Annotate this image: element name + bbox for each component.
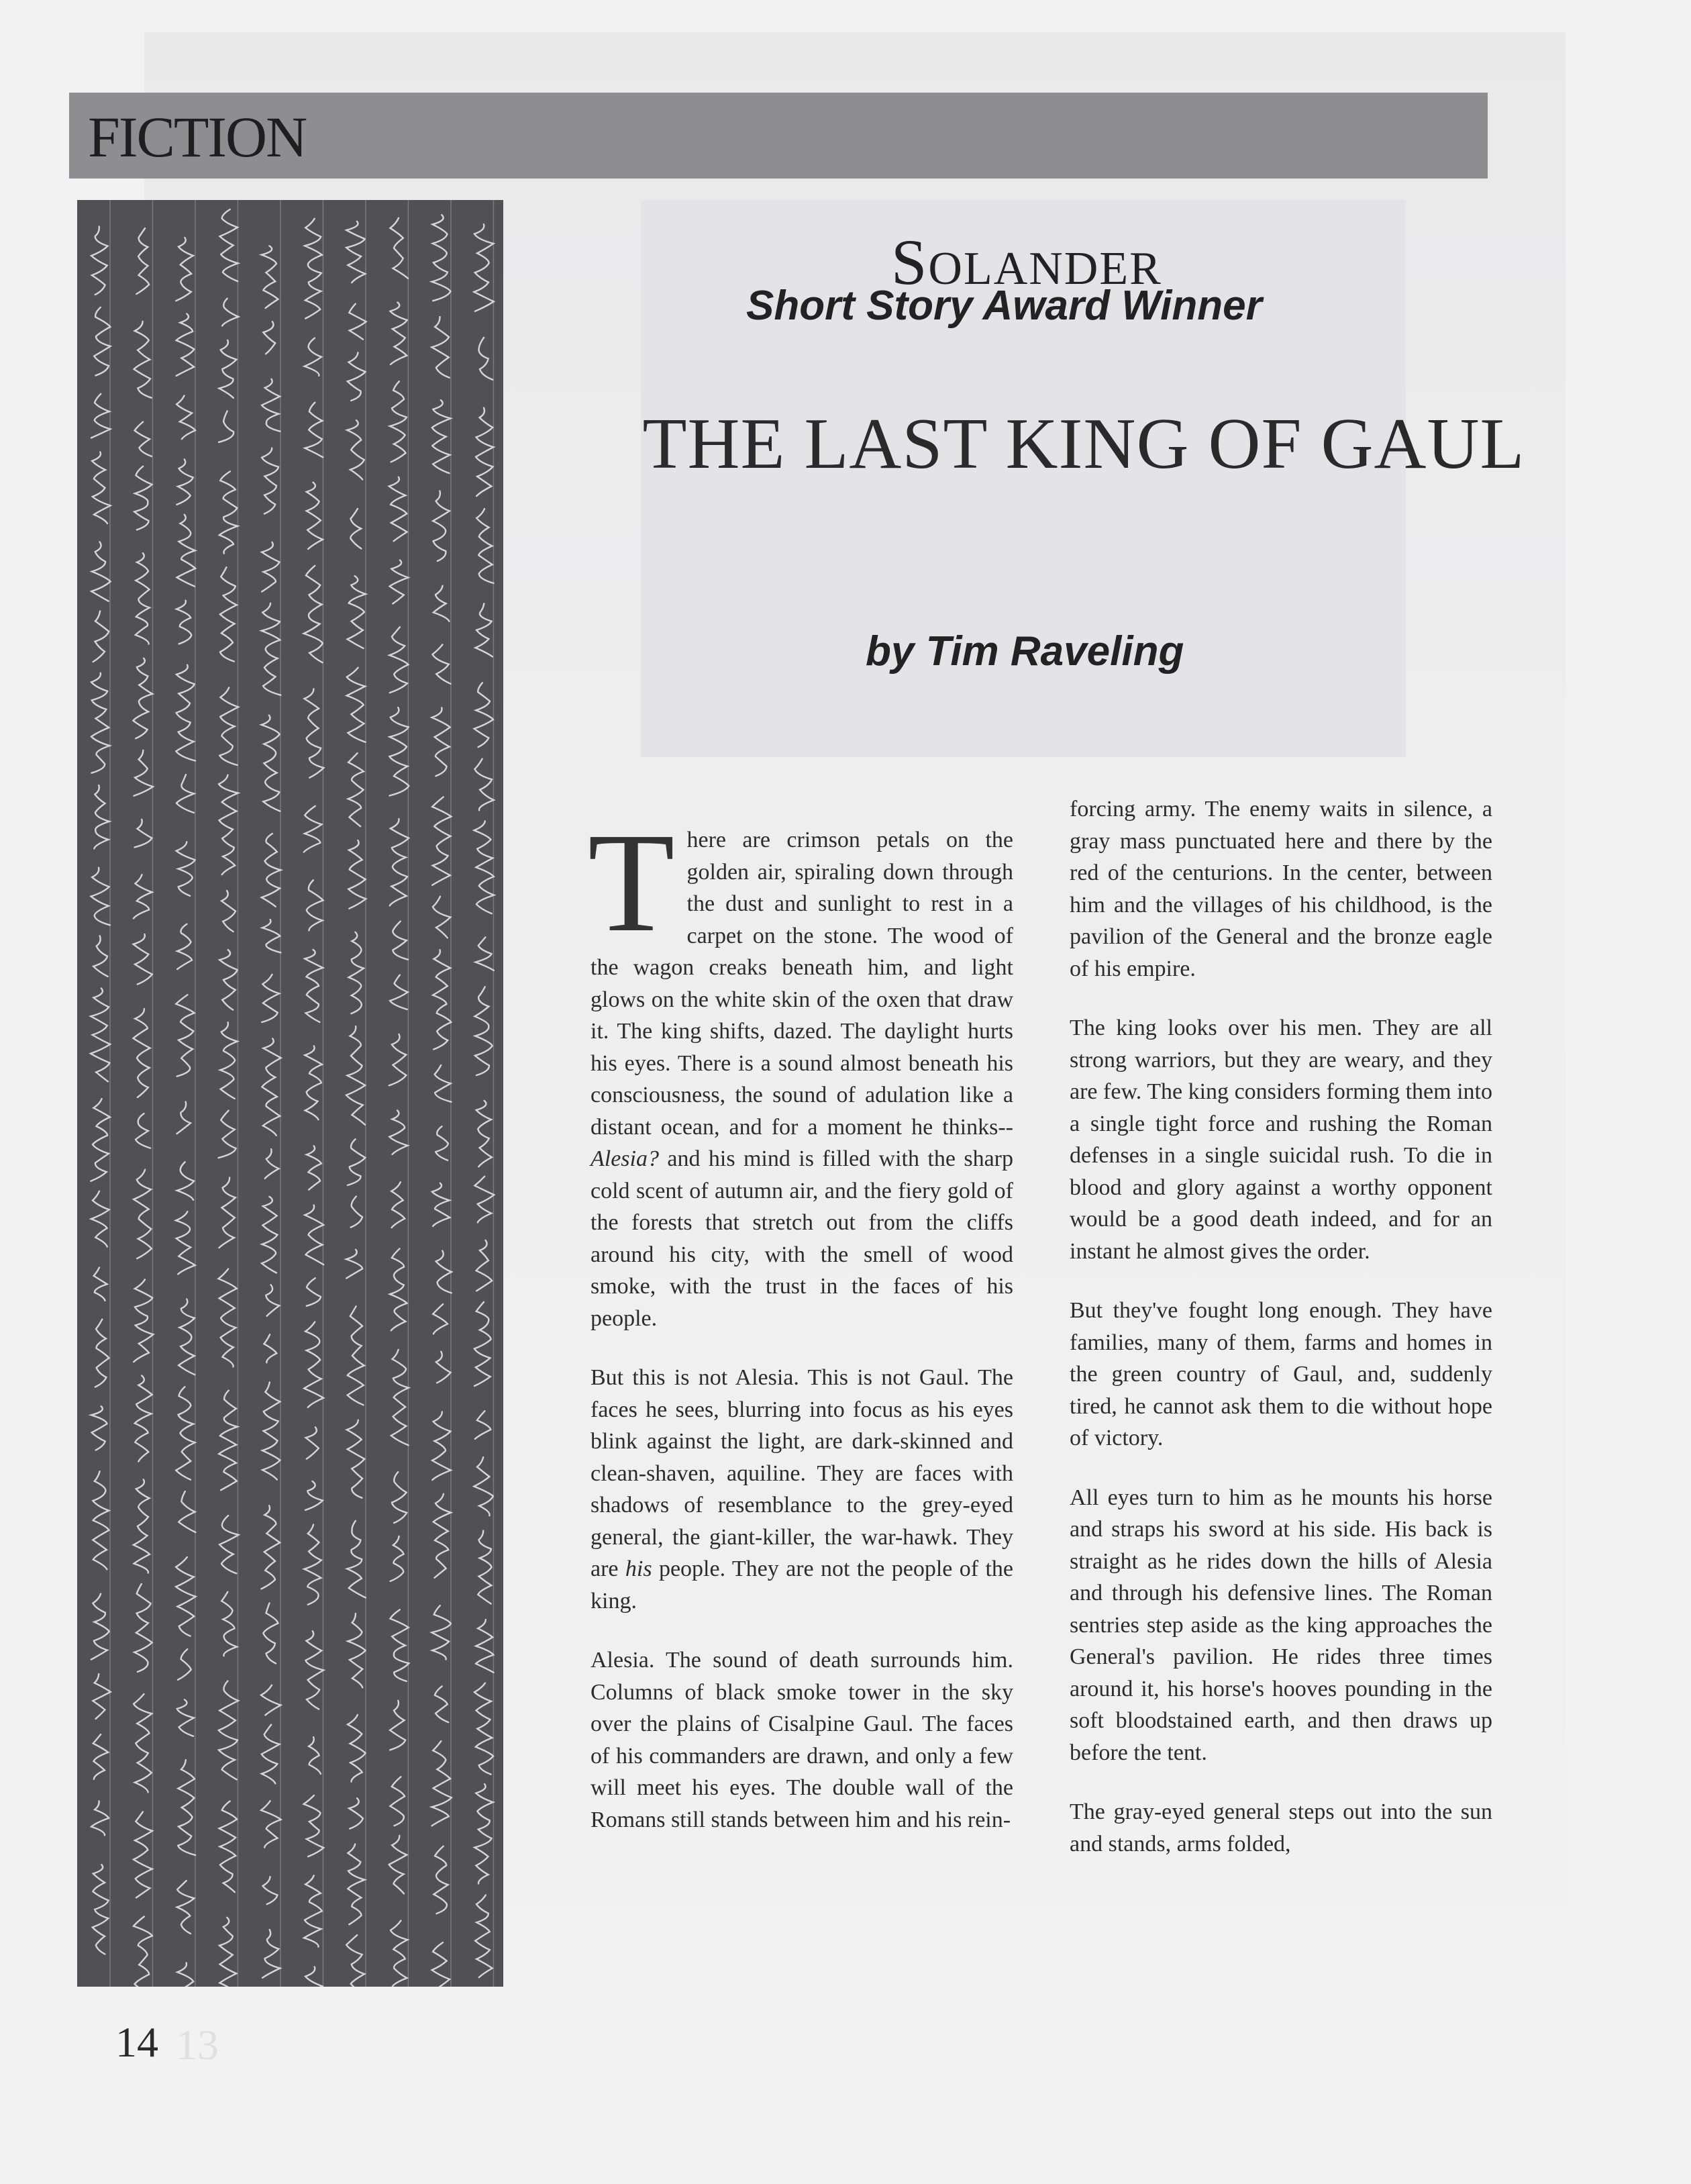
section-label: FICTION	[88, 105, 307, 169]
body-column-right	[1070, 793, 1492, 1887]
handwriting-line	[91, 226, 111, 1954]
handwriting-line	[219, 209, 239, 1987]
paragraph-text: and his mind is filled with the sharp cold scent of autumn air, and the fiery gold of the forests that stretch out from the cliffs around his city, with the smell of wood smoke, with the trust in the faces of his people.	[591, 1146, 1013, 1331]
body-column-left	[588, 803, 1013, 1863]
handwriting-line	[304, 219, 324, 1987]
handwriting-illustration	[77, 200, 503, 1987]
handwriting-line	[389, 218, 409, 1987]
story-title: THE LAST KING OF GAUL	[642, 404, 1525, 484]
body-paragraph	[591, 1362, 1013, 1617]
author-byline: by Tim Raveling	[866, 628, 1184, 675]
body-paragraph: The king looks over his men. They are all strong warriors, but they are weary, and they are few. The king considers forming them into a single tight force and rushing the Roman defenses in a single suicidal rush. To die in blood and glory against a worthy opponent would be a good death indeed, and for an instant he almost gives the order.	[1070, 1015, 1492, 1264]
paragraph-text: here are crimson petals on the golden air, spiraling down through the dust and sunlight to rest in a carpet on the stone. The wood of the wagon creaks beneath him, and light glows on the white skin of the oxen that draw it. The king shifts, dazed. The daylight hurts his eyes. There is a sound almost beneath his consciousness, the sound of adulation like a distant ocean, and for a moment he thinks--	[591, 828, 1013, 1140]
body-paragraph: The gray-eyed general steps out into the sun and stands, arms folded,	[1070, 1799, 1492, 1856]
paragraph-text: But this is not Alesia. This is not Gaul. The faces he sees, blurring into focus as his eyes blink against the light, are dark-skinned and clean-shaven, aquiline. They are faces with shadows of resemblance to the grey-eyed general, the giant-killer, the war-hawk. They are	[591, 1365, 1013, 1581]
paragraph-text: people. They are not the people of the king.	[591, 1556, 1013, 1614]
handwriting-line	[176, 238, 195, 1987]
award-name-rest: OLANDER	[928, 243, 1162, 295]
body-paragraph: Alesia. The sound of death surrounds him. Columns of black smoke tower in the sky over the plains of Cisalpine Gaul. The faces of his commanders are drawn, and only a few will meet his eyes. The double wall of the Romans still stands between him and his rein-	[591, 1648, 1013, 1832]
italic-text: his	[625, 1556, 652, 1581]
page-number: 14	[115, 2018, 158, 2066]
award-name-initial: S	[891, 226, 929, 298]
handwriting-decorative-panel	[77, 200, 503, 1987]
drop-cap: T	[588, 803, 675, 961]
handwriting-line	[346, 221, 366, 1987]
body-paragraph: forcing army. The enemy waits in silence, a gray mass punctuated here and there by the red of the centurions. In the center, between him and the villages of his childhood, is the pavilion of the General and the bronze eagle of his empire.	[1070, 797, 1492, 981]
award-subtitle: Short Story Award Winner	[746, 283, 1262, 329]
handwriting-line	[261, 246, 281, 1977]
body-paragraph: But they've fought long enough. They have families, many of them, farms and homes in the green country of Gaul, and, suddenly tired, he cannot ask them to die without hope of victory.	[1070, 1298, 1492, 1450]
handwriting-line	[474, 224, 494, 1977]
body-paragraph: All eyes turn to him as he mounts his horse and straps his sword at his side. His back is straight as he rides down the hills of Alesia and through his defensive lines. The Roman sentries step aside as the king approaches the General's pavilion. He rides three times around it, his horse's hooves pounding in the soft bloodstained earth, and then draws up before the tent.	[1070, 1485, 1492, 1765]
handwriting-line	[133, 228, 153, 1987]
facing-page-number: 13	[176, 2021, 219, 2069]
italic-text: Alesia?	[591, 1146, 659, 1171]
handwriting-line	[431, 215, 452, 1987]
body-paragraph	[588, 803, 1013, 1334]
section-header-bar	[69, 93, 1488, 179]
